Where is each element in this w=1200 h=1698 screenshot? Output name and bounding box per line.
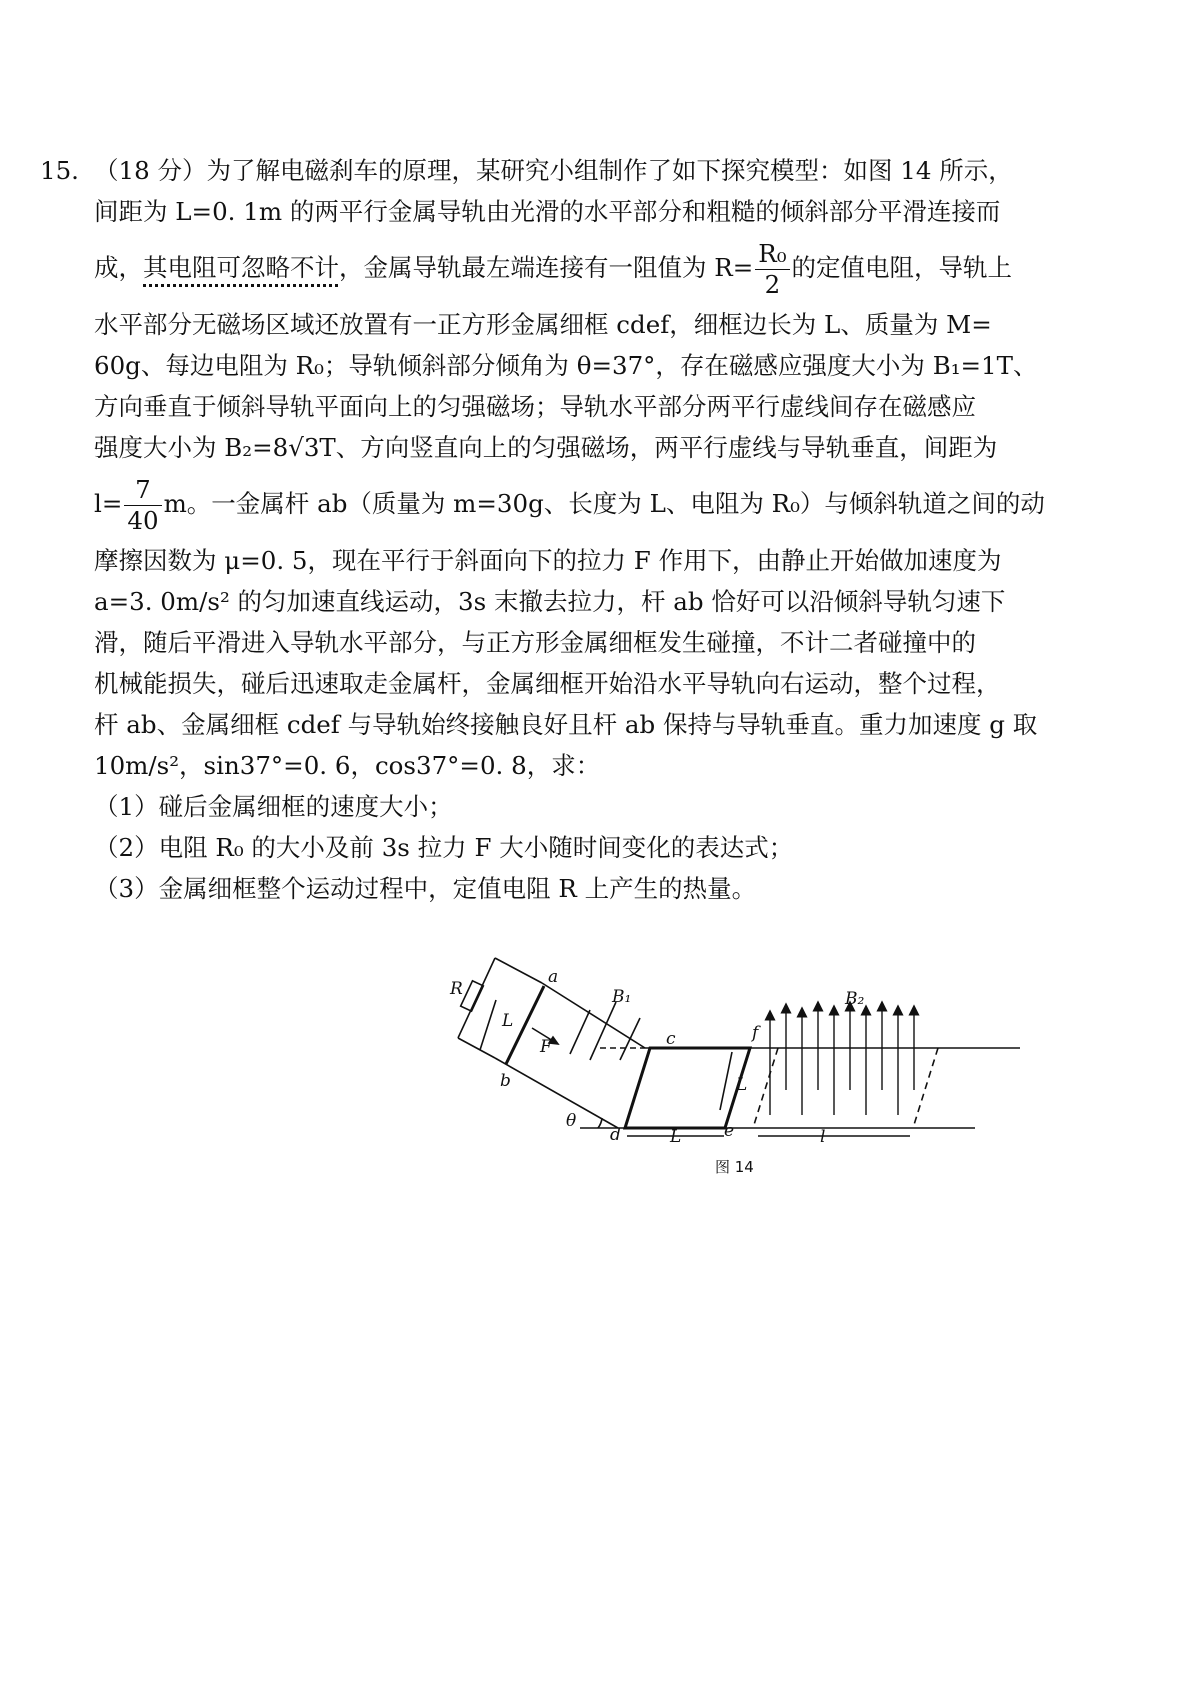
figure-14 bbox=[440, 940, 1040, 1180]
label-l: l bbox=[820, 1127, 826, 1147]
sub-question-1: （1）碰后金属细框的速度大小； bbox=[94, 792, 453, 821]
problem-line-10: a=3. 0m/s² 的匀加速直线运动，3s 末撤去拉力，杆 ab 恰好可以沿倾斜导轨匀速下 bbox=[94, 587, 1006, 616]
b1-field-line-2 bbox=[620, 1018, 640, 1060]
resistor-wire-bottom bbox=[458, 1038, 495, 1058]
problem-line-2: 间距为 L=0. 1m 的两平行金属导轨由光滑的水平部分和粗糙的倾斜部分平滑连接而 bbox=[94, 197, 1001, 226]
rail-diagram bbox=[440, 940, 1040, 1180]
sub-question-3: （3）金属细框整个运动过程中，定值电阻 R 上产生的热量。 bbox=[94, 874, 757, 903]
problem-line-8: l= $\frac{7}{40}$ m。一金属杆 ab（质量为 m=30g、长度为 L、电阻为 R₀）与倾斜轨道之间的动 bbox=[94, 474, 1045, 535]
theta-arc bbox=[598, 1118, 602, 1128]
dim-L-side bbox=[720, 1052, 732, 1110]
field-boundary-left bbox=[753, 1048, 778, 1128]
emphasis-dotted-text: 其电阻可忽略不计 bbox=[143, 253, 339, 282]
fraction-7-over-40: $\frac{7}{40}$ bbox=[124, 478, 161, 534]
resistor-wire-top bbox=[495, 958, 542, 983]
frame-cdef bbox=[625, 1048, 750, 1128]
problem-line-3: 成，其电阻可忽略不计，金属导轨最左端连接有一阻值为 R= $\frac{\text{R₀}}{2}$ 的定值电阻，导轨上 bbox=[94, 238, 1013, 299]
problem-line-12: 机械能损失，碰后迅速取走金属杆，金属细框开始沿水平导轨向右运动，整个过程， bbox=[94, 669, 1001, 698]
problem-line-11: 滑，随后平滑进入导轨水平部分，与正方形金属细框发生碰撞，不计二者碰撞中的 bbox=[94, 628, 976, 657]
fraction-r0-over-2: $\frac{\text{R₀}}{2}$ bbox=[755, 242, 789, 298]
label-d: d bbox=[610, 1125, 621, 1145]
figure-caption: 图 14 bbox=[715, 1158, 754, 1176]
field-boundary-right bbox=[913, 1048, 938, 1128]
label-c: c bbox=[666, 1029, 676, 1049]
label-side-L: L bbox=[736, 1075, 748, 1095]
problem-line-7: 强度大小为 B₂=8√3T、方向竖直向上的匀强磁场，两平行虚线与导轨垂直，间距为 bbox=[94, 433, 998, 462]
label-rod-L: L bbox=[502, 1011, 514, 1031]
label-B2: B₂ bbox=[845, 989, 865, 1009]
problem-line-1: 15. （18 分）为了解电磁刹车的原理，某研究小组制作了如下探究模型：如图 14 所示， bbox=[40, 150, 1120, 191]
problem-line-6: 方向垂直于倾斜导轨平面向上的匀强磁场；导轨水平部分两平行虚线间存在磁感应 bbox=[94, 392, 976, 421]
problem-15 bbox=[40, 150, 1120, 909]
label-e: e bbox=[724, 1121, 735, 1141]
problem-line-5: 60g、每边电阻为 R₀；导轨倾斜部分倾角为 θ=37°，存在磁感应强度大小为 B₁=1T、 bbox=[94, 351, 1038, 380]
label-F: F bbox=[540, 1037, 552, 1057]
b2-field-arrows bbox=[770, 1006, 914, 1115]
label-a: a bbox=[548, 967, 559, 987]
problem-line-4: 水平部分无磁场区域还放置有一正方形金属细框 cdef，细框边长为 L、质量为 M= bbox=[94, 310, 992, 339]
b1-field-line-3 bbox=[570, 1010, 590, 1054]
label-f: f bbox=[752, 1023, 759, 1043]
problem-line-9: 摩擦因数为 μ=0. 5，现在平行于斜面向下的拉力 F 作用下，由静止开始做加速度为 bbox=[94, 546, 1002, 575]
resistor-wire-left bbox=[458, 958, 495, 1038]
label-bottom-L: L bbox=[670, 1127, 682, 1147]
problem-line-13: 杆 ab、金属细框 cdef 与导轨始终接触良好且杆 ab 保持与导轨垂直。重力加速度 g 取 bbox=[94, 710, 1038, 739]
sub-question-2: （2）电阻 R₀ 的大小及前 3s 拉力 F 大小随时间变化的表达式； bbox=[94, 833, 794, 862]
rod-length-line bbox=[480, 1000, 496, 1050]
problem-line-14: 10m/s²，sin37°=0. 6，cos37°=0. 8，求： bbox=[94, 751, 601, 780]
label-b: b bbox=[500, 1071, 511, 1091]
label-theta: θ bbox=[566, 1111, 577, 1131]
b1-field-line bbox=[590, 1002, 616, 1060]
incline-rail-lower bbox=[495, 1058, 618, 1128]
label-R: R bbox=[450, 979, 463, 999]
label-B1: B₁ bbox=[612, 987, 632, 1007]
problem-number: 15. bbox=[40, 156, 79, 185]
